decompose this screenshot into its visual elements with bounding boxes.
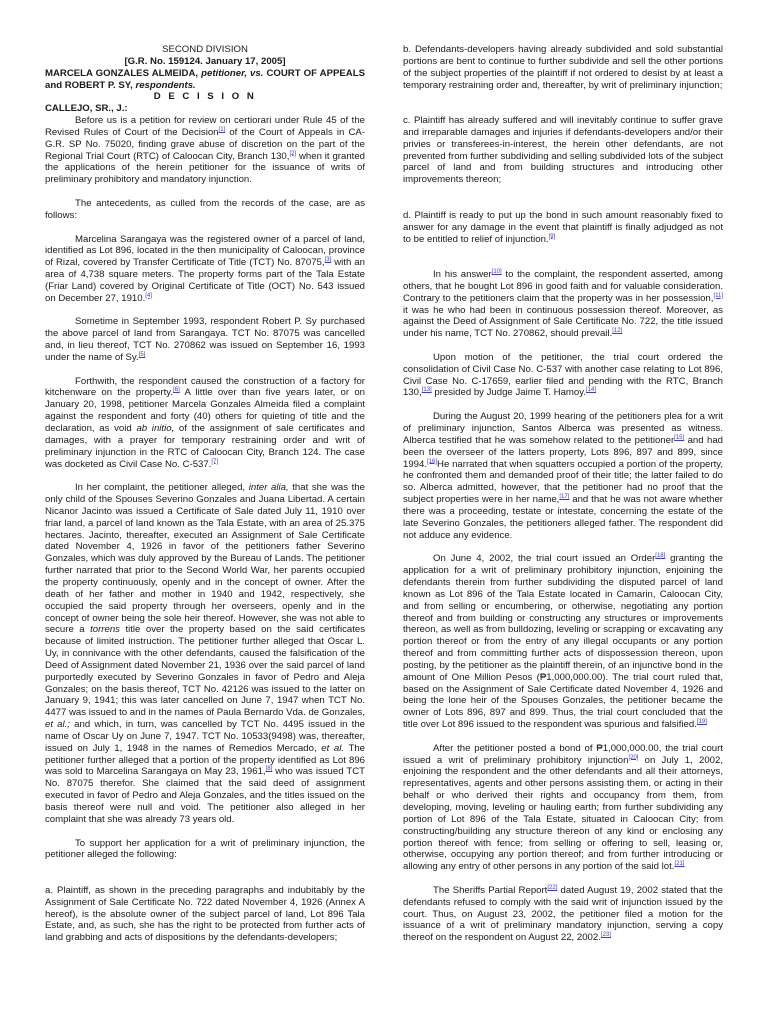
paragraph-injunction-support: To support her application for a writ of preliminary injunction, the petitioner alleged the following: bbox=[45, 837, 365, 861]
left-column bbox=[45, 44, 365, 944]
footnote-link[interactable]: [1] bbox=[218, 126, 226, 133]
footnote-link[interactable]: [9] bbox=[548, 233, 556, 240]
respondents-word: respondents. bbox=[135, 79, 196, 91]
paragraph-complaint-allegations: In her complaint, the petitioner alleged, inter alia, that she was the only child of the Spouses Severino Gonzales and Juana Libertad. A certain Nicanor Jacinto was issued a Certificate of Sale dated July 11, 1910 over friar land, a parcel of land known as the Tala Estate, with an area of 25.375 hectares. Jacinto, thereafter, executed an Assignment of Sale Certificate dated November 4, 1926 in favor of the petitioners father Severino Gonzales, which was duly approved by the Bureau of Lands. The petitioner further narrated that prior to the Second World War, her parents occupied the property continuously, openly and in the concept of owner. After the death of her father and mother in 1940 and 1942, respectively, she occupied the said property through her overseers, openly and in the concept of owner being the sole heir thereof. However, she was not able to secure a torrens title over the property based on the said certificates because of limited instruction. The petitioner further alleged that Oscar L. Uy, in connivance with the other defendants, caused the falsification of the Deed of Assignment dated November 21, 1936 over the said parcel of land purportedly executed by Severino Gonzales in favor of Pedro and Aleja Gonzales; on the basis thereof, TCT No. 42126 was issued to the latter on January 9, 1941; this was later cancelled on June 7, 1947 when TCT No. 4477 was issued to and in the names of Paula Bernardo Vda. de Gonzales, et al.; and which, in turn, was cancelled by TCT No. 4495 issued in the name of Oscar Uy on June 7, 1947. TCT No. 10533(9498) was, thereafter, issued on July 1, 1948 in the names of Remedios Mercado, et al. The petitioner further alleged that a portion of the property identified as Lot 896 was sold to Marcelina Sarangaya on May 23, 1961,[8] who was issued TCT No. 87075 therefor. She claimed that the said deed of assignment executed in favor of Pedro and Aleja Gonzales, and the titles issued on the basis thereof were null and void. The petitioner also alleged in her complaint that she was already 73 years old. bbox=[45, 482, 366, 825]
footnote-link[interactable]: [2] bbox=[289, 150, 297, 157]
paragraph-antecedents: The antecedents, as culled from the records of the case, are as follows: bbox=[45, 197, 365, 221]
paragraph-sheriff-report: The Sheriffs Partial Report[22] dated August 19, 2002 stated that the defendants refused to comply with the said writ of injunction issued by the court. Thus, on August 23, 2002, the petitioner filed a motion for the issuance of a writ of preliminary mandatory injunction, serving a copy thereof on the respondent on August 22, 2002.[23] bbox=[403, 884, 723, 944]
footnote-link[interactable]: [5] bbox=[138, 351, 146, 358]
footnote-link[interactable]: [7] bbox=[211, 458, 219, 465]
respondent-names: COURT OF APPEALS and ROBERT P. SY, bbox=[45, 67, 365, 91]
footnote-link[interactable]: [20] bbox=[628, 754, 639, 761]
footnote-link[interactable]: [17] bbox=[559, 493, 570, 500]
paragraph-answer: In his answer[10] to the complaint, the respondent asserted, among others, that he bought Lot 896 in good faith and for valuable consideration. Contrary to the petitioners claim that the property was in her possession,[11] it was he who had been in continuous possession thereof. Moreover, as against the Deed of Assignment of Sale Certificate No. 722, the title issued under his name, TCT No. 270862, should prevail.[12] bbox=[403, 268, 723, 340]
petitioner-name: MARCELA GONZALES ALMEIDA, bbox=[45, 67, 199, 79]
footnote-link[interactable]: [16] bbox=[427, 458, 438, 465]
footnote-link[interactable]: [18] bbox=[655, 553, 666, 560]
right-column bbox=[403, 44, 723, 944]
footnote-link[interactable]: [23] bbox=[600, 932, 611, 939]
paragraph-order: On June 4, 2002, the trial court issued an Order[18] granting the application for a writ of preliminary prohibitory injunction, enjoining the defendants therein from further subdividing the disputed parcel of land known as Lot 896 of the Tala Estate located in Camarin, Caloocan City, and from selling or encumbering, or otherwise, negotiating any portion thereof and from building or constructing any structures or improvements thereon, as well as from bulldozing, leveling or scrapping or excavating any portion thereof or from the entry of any illegal occupants or any portion thereof and from committing further acts of dispossession thereon, upon posting, by the petitioner as the plaintiff therein, of an injunctive bond in the amount of One Million Pesos (₱1,000,000.00). The trial court ruled that, based on the Assignment of Sale Certificate dated November 4, 1926 and being the lone heir of the Spouses Gonzales, the petitioner became the owner of Lots 896, 897 and 899. Thus, the trial court concluded that the title over Lot 896 issued to the respondent was spurious and falsified.[19] bbox=[403, 553, 723, 731]
paragraph-sarangaya: Marcelina Sarangaya was the registered owner of a parcel of land, identified as Lot 896, located in the then municipality of Caloocan, province of Rizal, covered by Transfer Certificate of Title (TCT) No. 87075,[3] with an area of 4,738 square meters. The property forms part of the Tala Estate (Friar Land) covered by Original Certificate of Title (OCT) No. 543 issued on December 27, 1910.[4] bbox=[45, 233, 365, 304]
allegation-c: c. Plaintiff has already suffered and will inevitably continue to suffer grave and irreparable damages and injuries if defendants-developers and/or their privies or transferees-in-interest, the herein other defendants, are not prevented from further subdividing and selling subdivided lots of the subject parcel of land and from building structures and introducing other improvements thereon; bbox=[403, 115, 723, 186]
case-number: [G.R. No. 159124. January 17, 2005] bbox=[124, 55, 286, 67]
footnote-link[interactable]: [13] bbox=[421, 387, 432, 394]
paragraph-consolidation: Upon motion of the petitioner, the trial court ordered the consolidation of Civil Case No. C-537 with another case relating to Lot 896, Civil Case No. C-17659, earlier filed and pending with the RTC, Branch 130,[13] presided by Judge Jaime T. Hamoy.[14] bbox=[403, 351, 723, 399]
footnote-link[interactable]: [11] bbox=[713, 292, 723, 299]
footnote-link[interactable]: [21] bbox=[674, 861, 685, 868]
allegation-d: d. Plaintiff is ready to put up the bond in such amount reasonably fixed to answer for any damage in the event that plaintiff is finally adjudged as not to be entitled to relief of injunction.[9] bbox=[403, 209, 723, 245]
paragraph-complaint-filed: Forthwith, the respondent caused the construction of a factory for kitchenware on the property.[6] A little over than five years later, or on January 20, 1998, petitioner Marcela Gonzales Almeida filed a complaint against the respondent and forty (40) others for quieting of title and the declaration, as void ab initio, of the assignment of sale certificates and damages, with a prayer for temporary restraining order and writ of preliminary injunction in the RTC of Caloocan City, Branch 124. The case was docketed as Civil Case No. C-537.[7] bbox=[45, 375, 365, 470]
decision-heading: D E C I S I O N bbox=[153, 91, 257, 103]
footnote-link[interactable]: [4] bbox=[145, 292, 152, 299]
allegation-a: a. Plaintiff, as shown in the preceding paragraphs and indubitably by the Assignment of Sale Certificate No. 722 dated November 4, 1926 (Annex A hereof), is the absolute owner of the subject parcel of land, Lot 896 Tala Estate, and, as such, she has the right to be protected from further acts of land grabbing and acts of dispositions by the defendants-developers; bbox=[45, 884, 365, 944]
footnote-link[interactable]: [8] bbox=[265, 766, 273, 773]
footnote-link[interactable]: [12] bbox=[612, 328, 623, 335]
footnote-link[interactable]: [22] bbox=[547, 884, 558, 891]
petitioner-word: petitioner, vs. bbox=[201, 67, 264, 79]
paragraph-sy-purchase: Sometime in September 1993, respondent Robert P. Sy purchased the above parcel of land from Sarangaya. TCT No. 87075 was cancelled and, in lieu thereof, TCT No. 270862 was issued on September 16, 1993 under the name of Sy.[5] bbox=[45, 316, 365, 363]
case-title bbox=[45, 68, 365, 92]
footnote-link[interactable]: [15] bbox=[674, 434, 685, 441]
footnote-link[interactable]: [10] bbox=[491, 268, 502, 275]
footnote-link[interactable]: [19] bbox=[696, 718, 707, 725]
paragraph-intro: Before us is a petition for review on certiorari under Rule 45 of the Revised Rules of Court of the Decision[1] of the Court of Appeals in CA-G.R. SP No. 75020, finding grave abuse of discretion on the part of the Regional Trial Court (RTC) of Caloocan City, Branch 130,[2] when it granted the applications of the herein petitioner for the issuance of writs of preliminary prohibitory and mandatory injunction. bbox=[45, 115, 365, 186]
allegation-b: b. Defendants-developers having already subdivided and sold substantial portions are bent to continue to further subdivide and sell the other portions of the subject properties of the plaintiff if not ordered to desist by at least a temporary restraining order and, thereafter, by writ of preliminary injunction; bbox=[403, 44, 723, 91]
division-heading: SECOND DIVISION bbox=[162, 44, 248, 55]
footnote-link[interactable]: [3] bbox=[324, 257, 332, 263]
paragraph-writ: After the petitioner posted a bond of ₱1,000,000.00, the trial court issued a writ of preliminary prohibitory injunction[20] on July 1, 2002, enjoining the respondent and the other defendants and all their attorneys, representatives, agents and other persons assisting them, or acting in their behalf or who derived their rights and occupancy from them, from developing, moving, leveling or hauling earth; from further subdividing any portion of Lot 896 of the Tala Estate, situated in Caloocan City; from constructing/building any structure thereon of any kind or enclosing any portion thereof with fence; from selling or offering to sell, leasing or, otherwise, occupying any portion thereof; and from further introducing or allowing any entry of other persons in any portion of the said lot.[21] bbox=[403, 742, 723, 873]
paragraph-hearing: During the August 20, 1999 hearing of the petitioners plea for a writ of preliminary injunction, Santos Alberca was presented as witness. Alberca testified that he was somehow related to the petitioner[15] and had been the overseer of the latters property, Lots 896, 897 and 899, since 1994.[16]He narrated that when squatters occupied a portion of the property, he confronted them and demanded proof of their title; the latter failed to do so. Alberca admitted, however, that the petitioner had no proof that the subject properties were in her name,[17] and that he was not aware whether there was a proceeding, testate or intestate, concerning the estate of the late Severino Gonzales, the petitioners alleged father. The respondent did not adduce any evidence. bbox=[403, 411, 723, 541]
footnote-link[interactable]: [14] bbox=[586, 387, 597, 394]
ponente: CALLEJO, SR., J.: bbox=[45, 103, 128, 115]
footnote-link[interactable]: [6] bbox=[173, 387, 180, 394]
